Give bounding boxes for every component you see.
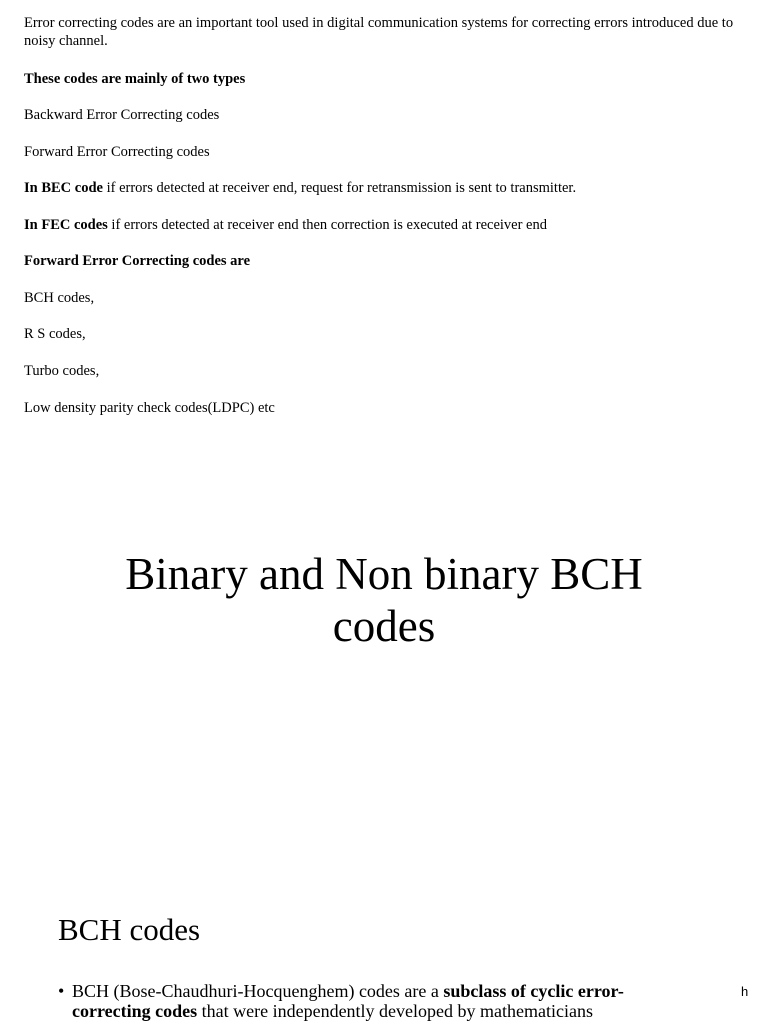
bch-section-title: BCH codes	[58, 912, 201, 947]
types-heading-text: These codes are mainly of two types	[24, 71, 246, 87]
fec-definition	[24, 216, 754, 234]
fec-list-item: Low density parity check codes(LDPC) etc	[24, 400, 275, 416]
fec-label: In FEC codes	[24, 217, 108, 233]
fec-list-item: R S codes,	[24, 326, 86, 342]
slide-title	[0, 548, 768, 652]
bec-text: if errors detected at receiver end, request for retransmission is sent to transmitter.	[102, 180, 577, 196]
types-heading	[24, 70, 754, 88]
fec-list-item: BCH codes,	[24, 290, 95, 306]
page-marker: h	[741, 984, 749, 999]
fec-list-item: Turbo codes,	[24, 363, 100, 379]
fec-text: if errors detected at receiver end then correction is executed at receiver end	[107, 217, 547, 233]
bec-definition	[24, 179, 754, 197]
type-item-backward: Backward Error Correcting codes	[24, 107, 220, 123]
bch-bullet	[58, 981, 698, 1021]
type-item-forward: Forward Error Correcting codes	[24, 144, 210, 160]
slide-title-line-1: Binary and Non binary BCH	[125, 549, 643, 599]
bec-label: In BEC code	[24, 180, 103, 196]
slide-title-line-2: codes	[332, 601, 436, 651]
bch-bullet-part2: that were independently developed by mathematicians	[197, 1001, 593, 1021]
bch-bullet-part1: BCH (Bose-Chaudhuri-Hocquenghem) codes are a	[72, 981, 444, 1001]
intro-paragraph: Error correcting codes are an important tool used in digital communication systems for correcting errors introduced due to noisy channel.	[24, 15, 734, 49]
fec-list-heading-text: Forward Error Correcting codes are	[24, 253, 251, 269]
bch-bullet-text	[72, 981, 698, 1021]
bch-bullet-bold: subclass of cyclic error-correcting codes	[72, 981, 624, 1021]
bullet-dot-icon: •	[58, 981, 65, 1001]
fec-list-heading	[24, 252, 754, 270]
